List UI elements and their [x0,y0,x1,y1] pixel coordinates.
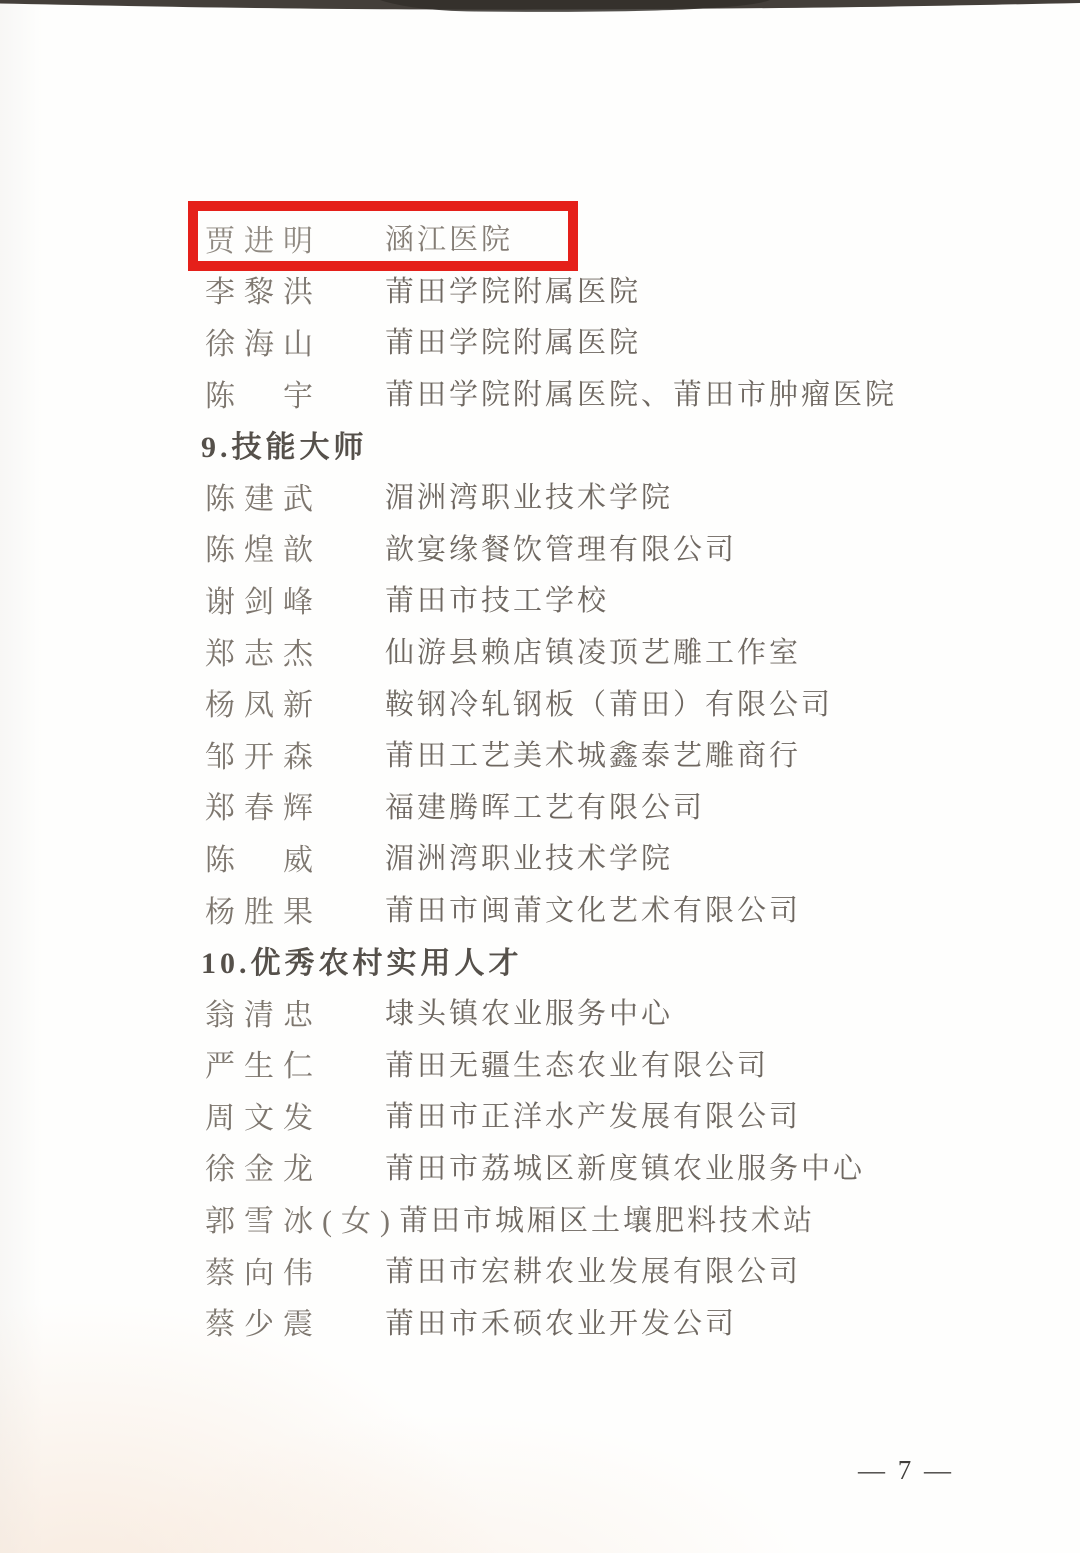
organization: 莆田市正洋水产发展有限公司 [385,1101,802,1134]
organization: 涵江医院 [385,224,514,257]
organization: 湄洲湾职业技术学院 [385,843,674,876]
person-name: 郑春辉 [205,792,322,826]
scan-top-edge-artifact [0,0,1080,14]
person-name: 徐海山 [205,327,322,361]
red-highlight-box [188,201,578,271]
organization: 歆宴缘餐饮管理有限公司 [385,533,738,566]
person-name: 贾进明 [205,224,322,258]
organization: 莆田市技工学校 [385,585,610,618]
organization: 湄洲湾职业技术学院 [385,482,674,515]
organization: 鞍钢冷轧钢板（莆田）有限公司 [385,688,834,721]
person-name: 周文发 [205,1101,322,1135]
organization: 莆田学院附属医院、莆田市肿瘤医院 [385,379,898,412]
list-row [0,1089,1080,1141]
person-name: 蔡少震 [205,1308,322,1342]
list-row [0,367,1080,419]
organization: 莆田市闽莆文化艺术有限公司 [385,895,802,928]
organization: 莆田学院附属医院 [385,275,642,308]
person-name: 郑志杰 [205,637,322,671]
organization: 仙游县赖店镇凌顶艺雕工作室 [385,637,802,670]
list-row [0,522,1080,574]
list-row [0,676,1080,728]
organization: 莆田工艺美术城鑫泰艺雕商行 [385,740,802,773]
person-name: 徐金龙 [205,1153,322,1187]
list-row [0,1192,1080,1244]
list-row [0,883,1080,935]
person-name: 杨凤新 [205,689,322,723]
organization: 莆田市禾硕农业开发公司 [385,1307,738,1340]
list-row [0,573,1080,625]
section-heading-label: 9.技能大师 [201,431,368,465]
award-list [0,212,1080,1347]
person-name: 陈 宇 [205,379,322,413]
organization: 莆田无疆生态农业有限公司 [385,1049,770,1082]
person-name: 郭雪冰(女) [205,1205,399,1239]
page-number: — 7 — [858,1455,954,1485]
list-row [0,1141,1080,1193]
person-name: 杨胜果 [205,895,322,929]
person-name: 邹开森 [205,740,322,774]
person-name: 陈建武 [205,482,322,516]
organization: 莆田市城厢区土壤肥料技术站 [398,1204,815,1237]
person-name: 陈煌歆 [205,534,322,568]
list-row [0,264,1080,316]
person-name: 蔡向伟 [205,1256,322,1290]
list-row [0,1038,1080,1090]
list-row [0,315,1080,367]
person-name: 陈 威 [205,843,322,877]
section-heading-label: 10.优秀农村实用人才 [201,947,523,981]
list-row [0,728,1080,780]
list-row [0,625,1080,677]
list-row [0,1244,1080,1296]
list-row [0,986,1080,1038]
list-row [0,831,1080,883]
person-name: 严生仁 [205,1050,322,1084]
organization: 莆田市宏耕农业发展有限公司 [385,1256,802,1289]
person-name: 谢剑峰 [205,585,322,619]
organization: 埭头镇农业服务中心 [385,998,674,1031]
section-heading-rural-talents [0,934,1080,986]
list-row [0,780,1080,832]
list-row [0,1295,1080,1347]
person-name: 翁清忠 [205,998,322,1032]
person-name: 李黎洪 [205,276,322,310]
organization: 福建腾晖工艺有限公司 [385,791,706,824]
section-heading-skill-masters [0,418,1080,470]
list-row [0,470,1080,522]
organization: 莆田市荔城区新度镇农业服务中心 [385,1152,866,1185]
organization: 莆田学院附属医院 [385,327,642,360]
